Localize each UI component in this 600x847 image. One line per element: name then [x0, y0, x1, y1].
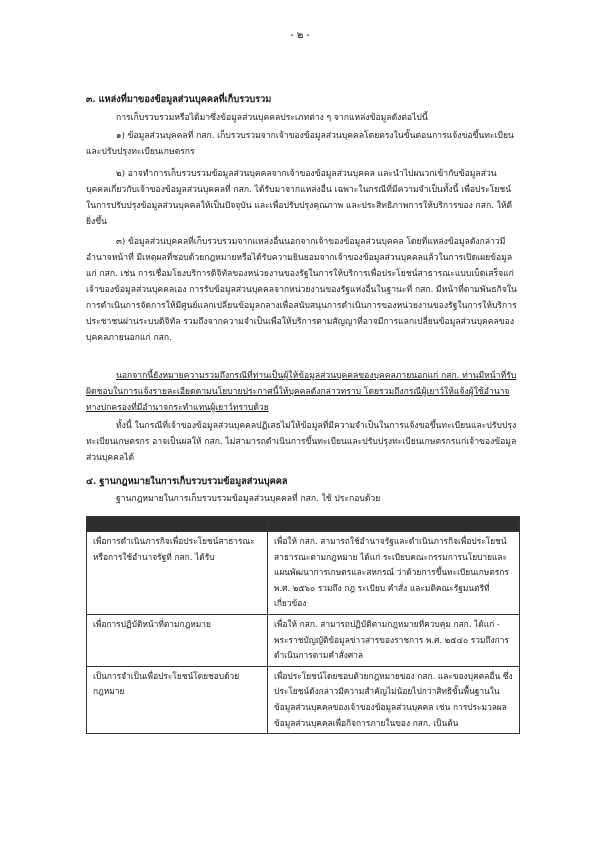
table-cell-purpose: เป็นการจำเป็นเพื่อประโยชน์โดยชอบด้วยกฎหมาย: [87, 666, 268, 733]
table-cell-detail: เพื่อให้ กสก. สามารถปฏิบัติตามกฎหมายที่ควบคุม กสก. ได้แก่ - พระราชบัญญัติข้อมูลข่าวสารของราชการ พ.ศ. ๒๕๔๐ รวมถึงการดำเนินการตามคำสั่งศาล: [268, 614, 520, 666]
table-header-cell-detail: [268, 517, 520, 532]
section3-item-2: ๒) อาจทำการเก็บรวบรวมข้อมูลส่วนบุคคลจากเจ้าของข้อมูลส่วนบุคคล และนำไปผนวกเข้ากับข้อมูลส่วนบุคคลเกี่ยวกับเจ้าของข้อมูลส่วนบุคคลที่ กสก. ได้รับมาจากแหล่งอื่น เฉพาะในกรณีที่มีความจำเป็นทั้งนี้ เพื่อประโยชน์ในการปรับปรุงข้อมูลส่วนบุคคลให้เป็นปัจจุบัน และเพื่อปรับปรุงคุณภาพ และประสิทธิภาพการให้บริการของ กสก. ให้ดียิ่งขึ้น: [86, 169, 513, 227]
section4-heading: ๔. ฐานกฎหมายในการเก็บรวบรวมข้อมูลส่วนบุคคล: [86, 476, 288, 487]
section3-item-3: ๓) ข้อมูลส่วนบุคคลที่เก็บรวบรวมจากแหล่งอื่นนอกจากเจ้าของข้อมูลส่วนบุคคล โดยที่แหล่งข้อมูลดังกล่าวมีอำนาจหน้าที่ มีเหตุผลที่ชอบด้วยกฎหมายหรือได้รับความยินยอมจากเจ้าของข้อมูลส่วนบุคคลแล้วในการเปิดเผยข้อมูลแก่ กสก. เช่น การเชื่อมโยงบริการดิจิทัลของหน่วยงานของรัฐในการให้บริการเพื่อประโยชน์สาธารณะแบบเบ็ดเสร็จแก่เจ้าของข้อมูลส่วนบุคคลเอง การรับข้อมูลส่วนบุคคลจากหน่วยงานของรัฐแห่งอื่นในฐานะที่ กสก. มีหน้าที่ตามพันธกิจในการดำเนินการจัดการให้มีศูนย์แลกเปลี่ยนข้อมูลกลางเพื่อสนับสนุนการดำเนินการของหน่วยงานของรัฐในการให้บริการประชาชนผ่านระบบดิจิทัล รวมถึงจากความจำเป็นเพื่อให้บริการตามสัญญาที่อาจมีการแลกเปลี่ยนข้อมูลส่วนบุคคลของบุคคลภายนอกแก่ กสก.: [86, 237, 517, 343]
table-cell-purpose: เพื่อการปฏิบัติหน้าที่ตามกฎหมาย: [87, 614, 268, 666]
table-header-cell-purpose: [87, 517, 268, 532]
section4-intro: ฐานกฎหมายในการเก็บรวบรวมข้อมูลส่วนบุคคลที่ กสก. ใช้ ประกอบด้วย: [116, 494, 381, 504]
table-header-row: [87, 517, 520, 532]
section3-closing: ทั้งนี้ ในกรณีที่เจ้าของข้อมูลส่วนบุคคลปฏิเสธไม่ให้ข้อมูลที่มีความจำเป็นในการแจ้งขอขึ้นทะเบียนและปรับปรุงทะเบียนเกษตรกร อาจเป็นผลให้ กสก. ไม่สามารถดำเนินการขึ้นทะเบียนและปรับปรุงทะเบียนเกษตรกรแก่เจ้าของข้อมูลส่วนบุคคลได้: [86, 421, 517, 463]
page-number: - ๒ -: [290, 30, 310, 41]
section3-heading: ๓. แหล่งที่มาของข้อมูลส่วนบุคคลที่เก็บรวบรวม: [86, 94, 272, 105]
table-row: [87, 666, 520, 733]
table-row: [87, 532, 520, 615]
section3-item-1: ๑) ข้อมูลส่วนบุคคลที่ กสก. เก็บรวบรวมจากเจ้าของข้อมูลส่วนบุคคลโดยตรงในขั้นตอนการแจ้งขอขึ้นทะเบียนและปรับปรุงทะเบียนเกษตรกร: [86, 131, 514, 157]
table-cell-detail: เพื่อให้ กสก. สามารถใช้อำนาจรัฐและดำเนินภารกิจเพื่อประโยชน์สาธารณะตามกฎหมาย ได้แก่ ระเบียบคณะกรรมการนโยบายและแผนพัฒนาการเกษตรและสหกรณ์ ว่าด้วยการขึ้นทะเบียนเกษตรกร พ.ศ. ๒๕๖๐ รวมถึง กฎ ระเบียบ คำสั่ง และมติคณะรัฐมนตรีที่เกี่ยวข้อง: [268, 532, 520, 615]
table-cell-detail: เพื่อประโยชน์โดยชอบด้วยกฎหมายของ กสก. และของบุคคลอื่น ซึ่งประโยชน์ดังกล่าวมีความสำคัญไม่น้อยไปกว่าสิทธิขั้นพื้นฐานในข้อมูลส่วนบุคคลของเจ้าของข้อมูลส่วนบุคคล เช่น การประมวลผลข้อมูลส่วนบุคคลเพื่อกิจการภายในของ กสก. เป็นต้น: [268, 666, 520, 733]
table-row: [87, 614, 520, 666]
table-cell-purpose: เพื่อการดำเนินภารกิจเพื่อประโยชน์สาธารณะหรือการใช้อำนาจรัฐที่ กสก. ได้รับ: [87, 532, 268, 615]
legal-basis-table: [86, 516, 520, 734]
section3-notice: นอกจากนี้ยังหมายความรวมถึงกรณีที่ท่านเป็นผู้ให้ข้อมูลส่วนบุคคลของบุคคลภายนอกแก่ กสก. ท่านมีหน้าที่รับผิดชอบในการแจ้งรายละเอียดตามนโยบายประกาศนี้ให้บุคคลดังกล่าวทราบ โดยรวมถึงกรณีผู้เยาว์ให้แจ้งผู้ใช้อำนาจทางปกครองที่มีอำนาจกระทำแทนผู้เยาว์ทราบด้วย: [86, 371, 517, 413]
section3-intro: การเก็บรวบรวมหรือได้มาซึ่งข้อมูลส่วนบุคคลประเภทต่าง ๆ จากแหล่งข้อมูลดังต่อไปนี้: [116, 113, 428, 123]
